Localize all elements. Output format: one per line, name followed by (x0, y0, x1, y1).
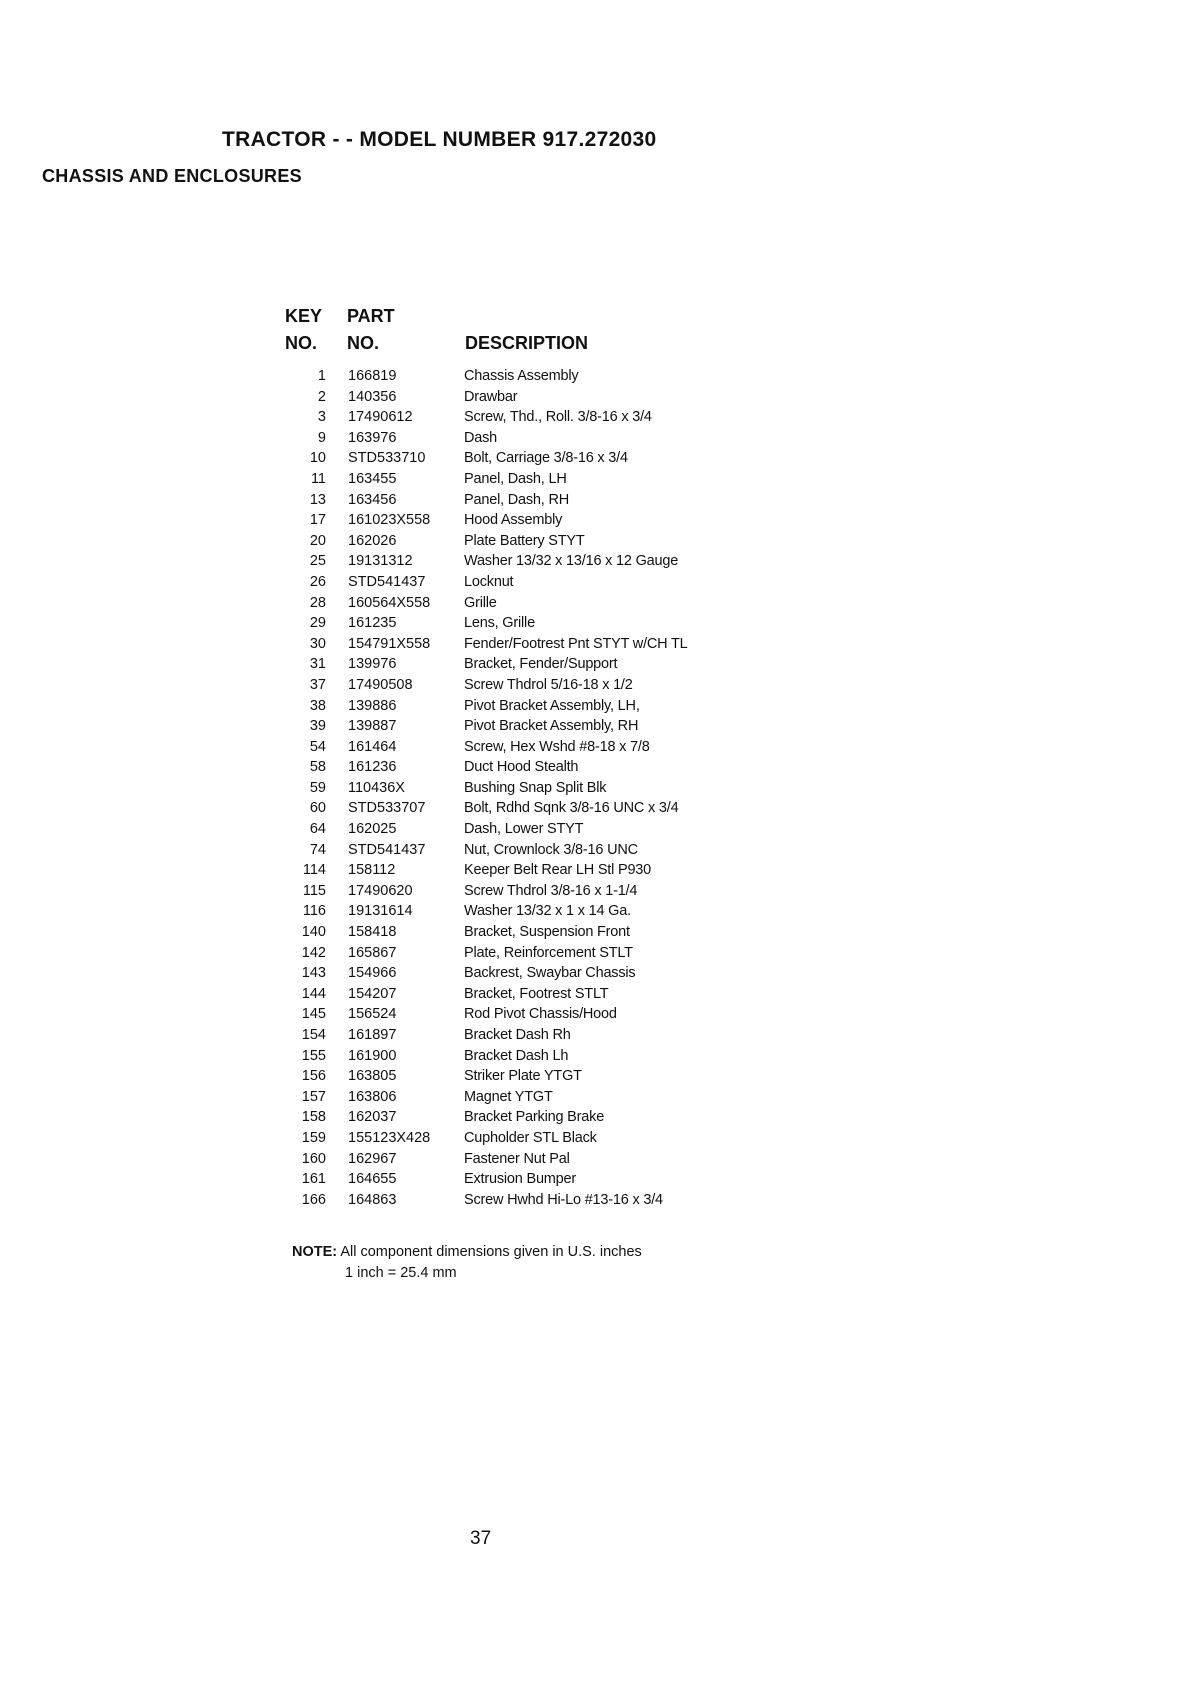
key-number: 31 (309, 656, 326, 673)
key-number: 30 (309, 635, 326, 652)
part-number: 164655 (348, 1171, 397, 1188)
part-number: 164863 (348, 1191, 397, 1208)
key-number: 159 (301, 1129, 326, 1146)
parts-row (280, 757, 760, 778)
parts-row (280, 881, 760, 902)
part-number: 17490620 (348, 882, 413, 899)
part-number: 161900 (348, 1047, 397, 1064)
part-description: Bracket, Footrest STLT (464, 985, 609, 1002)
parts-row (280, 675, 760, 696)
part-number: 160564X558 (348, 594, 431, 611)
parts-row (280, 531, 760, 552)
parts-row (280, 943, 760, 964)
key-number: 154 (301, 1027, 326, 1043)
key-number: 1 (317, 368, 326, 384)
key-number: 29 (309, 615, 326, 632)
part-number: 163806 (348, 1088, 397, 1105)
parts-row (280, 366, 760, 387)
part-description: Bushing Snap Split Blk (464, 779, 607, 796)
part-description: Plate, Reinforcement STLT (464, 944, 633, 961)
key-number: 13 (309, 491, 326, 508)
part-number: 19131312 (348, 553, 413, 570)
part-description: Bracket Dash Lh (464, 1047, 569, 1064)
parts-row (280, 1190, 760, 1211)
parts-row (280, 1046, 760, 1067)
key-number: 116 (302, 903, 326, 920)
part-description: Fender/Footrest Pnt STYT w/CH TL (464, 635, 688, 652)
part-description: Bolt, Rdhd Sqnk 3/8-16 UNC x 3/4 (464, 800, 679, 817)
part-number: 158418 (348, 924, 397, 941)
part-number: 162026 (348, 532, 397, 549)
parts-row (280, 1004, 760, 1025)
parts-row (280, 551, 760, 572)
part-number: 163805 (348, 1068, 397, 1085)
part-description: Screw Thdrol 5/16-18 x 1/2 (464, 676, 633, 693)
part-number: 163976 (348, 429, 397, 446)
part-description: Washer 13/32 x 13/16 x 12 Gauge (464, 553, 679, 570)
part-number: STD533707 (348, 800, 426, 817)
part-number: 139886 (348, 697, 397, 714)
part-number: STD541437 (348, 573, 426, 590)
part-description: Rod Pivot Chassis/Hood (464, 1006, 617, 1023)
part-description: Bolt, Carriage 3/8-16 x 3/4 (464, 450, 628, 467)
parts-row (280, 901, 760, 922)
parts-row (280, 1066, 760, 1087)
part-description: Bracket Parking Brake (464, 1109, 605, 1126)
part-description: Grille (464, 594, 497, 611)
parts-list (280, 366, 760, 1210)
part-description: Pivot Bracket Assembly, LH, (464, 697, 640, 714)
page-title: TRACTOR - - MODEL NUMBER 917.272030 (222, 128, 657, 151)
key-number: 54 (309, 738, 326, 755)
part-description: Striker Plate YTGT (464, 1068, 582, 1085)
part-description: Keeper Belt Rear LH Stl P930 (464, 862, 652, 879)
part-description: Washer 13/32 x 1 x 14 Ga. (464, 903, 631, 920)
key-number: 59 (309, 779, 326, 796)
parts-row (280, 840, 760, 861)
part-description: Screw, Thd., Roll. 3/8-16 x 3/4 (464, 409, 652, 426)
key-number: 9 (317, 429, 326, 446)
key-number: 10 (309, 450, 326, 467)
part-number: 140356 (348, 388, 397, 405)
part-description: Bracket Dash Rh (464, 1027, 571, 1043)
key-number: 3 (317, 409, 326, 426)
part-description: Nut, Crownlock 3/8-16 UNC (464, 841, 638, 858)
part-number: 163455 (348, 470, 397, 487)
part-number: 165867 (348, 944, 397, 961)
key-number: 156 (301, 1068, 326, 1085)
part-description: Panel, Dash, RH (464, 491, 569, 508)
part-number: 158112 (348, 862, 396, 879)
part-number: 156524 (348, 1006, 397, 1023)
part-description: Lens, Grille (464, 615, 535, 632)
part-number: 155123X428 (348, 1129, 431, 1146)
parts-row (280, 613, 760, 634)
key-number: 144 (301, 985, 326, 1002)
key-number: 20 (309, 532, 326, 549)
part-number: STD533710 (348, 450, 426, 467)
part-number: 154207 (348, 985, 397, 1002)
parts-row (280, 922, 760, 943)
key-number: 145 (301, 1006, 326, 1023)
key-number: 143 (301, 965, 326, 982)
part-number: 162037 (348, 1109, 397, 1126)
parts-row (280, 798, 760, 819)
part-number: 161897 (348, 1027, 397, 1043)
description-header: DESCRIPTION (465, 333, 589, 353)
parts-row (280, 510, 760, 531)
part-description: Pivot Bracket Assembly, RH (464, 718, 639, 735)
key-number: 2 (317, 388, 326, 405)
note (292, 1244, 642, 1260)
part-number: 154791X558 (348, 635, 431, 652)
part-description: Screw, Hex Wshd #8-18 x 7/8 (464, 738, 650, 755)
part-no-header: NO. (347, 333, 380, 353)
parts-row (280, 1025, 760, 1046)
note-label: NOTE: (292, 1244, 338, 1260)
key-number: 74 (309, 841, 326, 858)
part-number: 161464 (348, 738, 397, 755)
part-description: Bracket, Suspension Front (464, 924, 630, 941)
key-number: 26 (309, 573, 326, 590)
part-number: 17490612 (348, 409, 413, 426)
part-number: 161023X558 (348, 512, 431, 529)
parts-row (280, 469, 760, 490)
part-description: Dash, Lower STYT (464, 821, 584, 838)
parts-row (280, 428, 760, 449)
part-number: 139887 (348, 718, 397, 735)
part-description: Screw Hwhd Hi-Lo #13-16 x 3/4 (464, 1191, 663, 1208)
part-description: Chassis Assembly (464, 368, 579, 384)
key-number: 115 (302, 882, 326, 899)
part-number: 162025 (348, 821, 397, 838)
parts-row (280, 819, 760, 840)
key-number: 17 (309, 512, 326, 529)
part-number: 161235 (348, 615, 397, 632)
parts-row (280, 407, 760, 428)
part-number: 110436X (348, 779, 405, 796)
parts-row (280, 696, 760, 717)
key-header: KEY (285, 306, 323, 326)
parts-row (280, 860, 760, 881)
part-description: Hood Assembly (464, 512, 563, 529)
parts-row (280, 737, 760, 758)
key-number: 58 (309, 759, 326, 776)
parts-row (280, 963, 760, 984)
part-description: Drawbar (464, 388, 518, 405)
key-number: 142 (301, 944, 326, 961)
parts-row (280, 984, 760, 1005)
parts-row (280, 448, 760, 469)
part-description: Locknut (464, 573, 514, 590)
key-number: 28 (309, 594, 326, 611)
key-number: 11 (310, 470, 326, 487)
part-description: Extrusion Bumper (464, 1171, 577, 1188)
parts-row (280, 1087, 760, 1108)
parts-row (280, 654, 760, 675)
part-description: Duct Hood Stealth (464, 759, 579, 776)
key-number: 155 (301, 1047, 326, 1064)
part-description: Screw Thdrol 3/8-16 x 1-1/4 (464, 882, 638, 899)
key-number: 38 (309, 697, 326, 714)
key-number: 114 (302, 862, 326, 879)
parts-row (280, 572, 760, 593)
part-description: Panel, Dash, LH (464, 470, 567, 487)
part-number: STD541437 (348, 841, 426, 858)
parts-row (280, 716, 760, 737)
part-description: Fastener Nut Pal (464, 1150, 570, 1167)
parts-row (280, 778, 760, 799)
key-number: 157 (301, 1088, 326, 1105)
key-number: 158 (301, 1109, 326, 1126)
key-number: 37 (309, 676, 326, 693)
parts-row (280, 1128, 760, 1149)
section-title: CHASSIS AND ENCLOSURES (42, 166, 302, 186)
key-number: 166 (301, 1191, 326, 1208)
part-number: 163456 (348, 491, 397, 508)
part-description: Cupholder STL Black (464, 1129, 597, 1146)
part-description: Magnet YTGT (464, 1088, 553, 1105)
part-description: Bracket, Fender/Support (464, 656, 618, 673)
page-number: 37 (470, 1528, 492, 1549)
key-number: 161 (301, 1171, 326, 1188)
part-number: 139976 (348, 656, 397, 673)
part-description: Dash (464, 429, 498, 446)
key-number: 39 (309, 718, 326, 735)
key-number: 140 (301, 924, 326, 941)
parts-row (280, 1149, 760, 1170)
key-number: 25 (309, 553, 326, 570)
parts-row (280, 1169, 760, 1190)
parts-row (280, 593, 760, 614)
part-number: 154966 (348, 965, 397, 982)
parts-row (280, 387, 760, 408)
parts-row (280, 634, 760, 655)
parts-row (280, 490, 760, 511)
part-number: 17490508 (348, 676, 413, 693)
part-description: Plate Battery STYT (464, 532, 585, 549)
part-number: 166819 (348, 368, 397, 384)
key-no-header: NO. (285, 333, 318, 353)
key-number: 60 (309, 800, 326, 817)
part-number: 19131614 (348, 903, 413, 920)
note-conversion: 1 inch = 25.4 mm (345, 1265, 457, 1281)
note-text: All component dimensions given in U.S. inches (340, 1244, 642, 1260)
parts-row (280, 1107, 760, 1128)
part-number: 162967 (348, 1150, 397, 1167)
part-description: Backrest, Swaybar Chassis (464, 965, 636, 982)
part-header: PART (347, 306, 395, 326)
part-number: 161236 (348, 759, 397, 776)
key-number: 64 (309, 821, 326, 838)
key-number: 160 (301, 1150, 326, 1167)
